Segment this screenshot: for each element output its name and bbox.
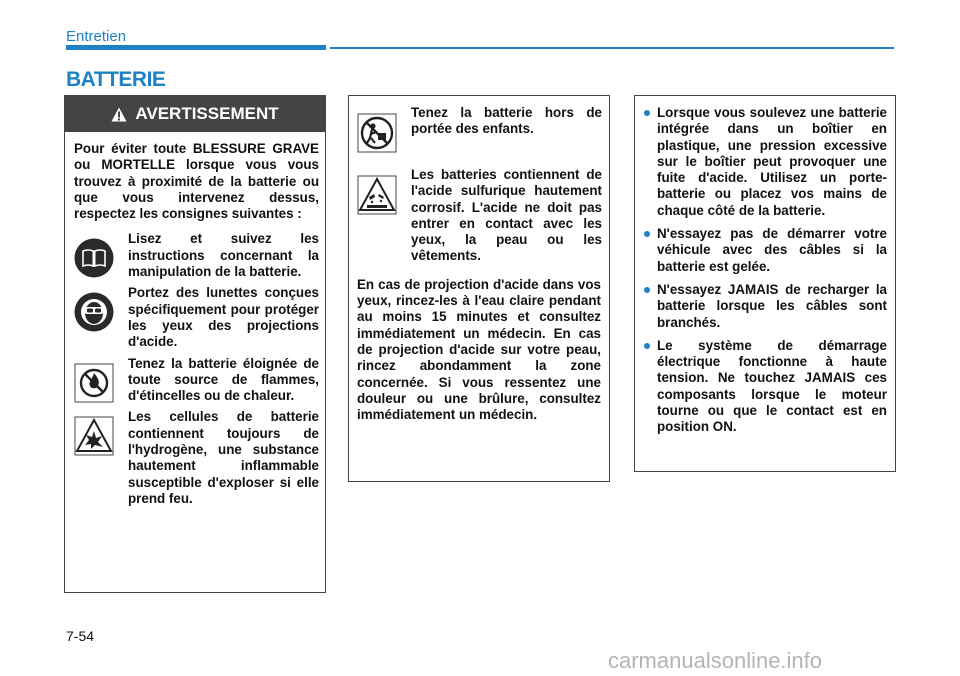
bullet-item: Le système de démarrage électrique fonctionne à haute tension. Ne touchez JAMAIS ces composants lorsque le moteur tourne ou que le contact est en position ON. xyxy=(643,338,887,436)
corrosive-acid-icon xyxy=(357,175,397,215)
bullet-dot-icon xyxy=(644,343,650,349)
safety-item xyxy=(349,105,609,153)
handling-bullet-list xyxy=(635,96,895,436)
warning-item-text: Les cellules de batterie contiennent toujours de l'hydrogène, une substance hautement inflammable susceptible d'exploser si elle prend feu. xyxy=(128,409,319,506)
bullet-item: N'essayez JAMAIS de recharger la batterie lorsque les câbles sont branchés. xyxy=(643,282,887,331)
header-rule-thick xyxy=(66,45,326,50)
warning-item xyxy=(65,409,325,507)
acid-first-aid-paragraph: En cas de projection d'acide dans vos yeux, rincez-les à l'eau claire pendant au moins 15 minutes et consultez immédiatement un médecin. En cas de projection d'acide sur votre peau, rincez abondamment la zone concernée. Si vous ressentez une douleur ou une brûlure, consultez immédiatement un médecin. xyxy=(357,276,601,423)
watermark: carmanualsonline.info xyxy=(608,648,823,673)
book-icon xyxy=(74,238,114,278)
section-title: Entretien xyxy=(66,28,127,45)
warning-heading: AVERTISSEMENT xyxy=(135,104,279,123)
bullet-dot-icon xyxy=(644,287,650,293)
no-flame-icon xyxy=(74,363,114,403)
warning-header xyxy=(65,96,325,132)
warning-item xyxy=(65,285,325,350)
explosion-icon xyxy=(74,416,114,456)
warning-item-text: Portez des lunettes conçues spécifiquement pour protéger les yeux des projections d'acide. xyxy=(128,285,319,350)
battery-safety-box xyxy=(348,95,610,482)
page-number: 7-54 xyxy=(66,628,95,644)
safety-item-text: Tenez la batterie hors de portée des enfants. xyxy=(411,105,602,137)
warning-item xyxy=(65,356,325,405)
bullet-item: Lorsque vous soulevez une batterie intégrée dans un boîtier en plastique, une pression excessive sur le boîtier peut provoquer une fuite d'acide. Utilisez un porte-batterie ou placez vos mains de chaque côté de la batterie. xyxy=(643,105,887,219)
safety-item-text: Les batteries contiennent de l'acide sulfurique hautement corrosif. L'acide ne doit pas entrer en contact avec les yeux, la peau ou les vêtements. xyxy=(411,167,602,264)
page-title: BATTERIE xyxy=(66,68,166,91)
bullet-dot-icon xyxy=(644,231,650,237)
safety-item xyxy=(349,167,609,265)
warning-intro: Pour éviter toute BLESSURE GRAVE ou MORTELLE lorsque vous vous trouvez à proximité de la batterie ou que vous intervenez dessus, respectez les consignes suivantes : xyxy=(74,141,319,222)
warning-item-text: Tenez la batterie éloignée de toute source de flammes, d'étincelles ou de chaleur. xyxy=(128,355,319,404)
bullet-item: N'essayez pas de démarrer votre véhicule avec des câbles si la batterie est gelée. xyxy=(643,226,887,275)
warning-triangle-icon xyxy=(111,107,127,122)
safety-goggles-icon xyxy=(74,292,114,332)
keep-away-children-icon xyxy=(357,113,397,153)
bullet-dot-icon xyxy=(644,110,650,116)
battery-handling-box xyxy=(634,95,896,472)
header-rule-thin xyxy=(330,47,894,49)
warning-box xyxy=(64,95,326,593)
warning-item xyxy=(65,231,325,280)
warning-item-text: Lisez et suivez les instructions concernant la manipulation de la batterie. xyxy=(128,231,319,280)
